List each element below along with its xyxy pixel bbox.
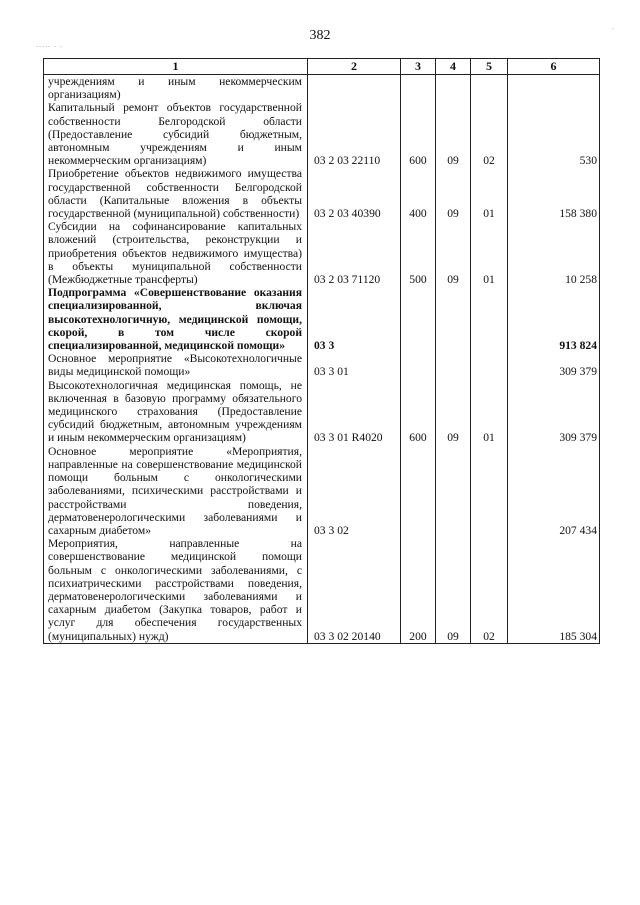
row-section-cell: 09 — [436, 220, 471, 286]
row-section-cell — [436, 352, 471, 378]
budget-table — [43, 58, 600, 644]
row-name-cell: Подпрограмма «Совершенствование оказания специализированной, включая высокотехнологичную, медицинской помощи, скорой, в том числе скорой специализированной, медицинской помощи» — [44, 286, 308, 352]
row-sum-cell — [508, 75, 600, 102]
table-row — [44, 352, 600, 378]
column-header: 4 — [436, 59, 471, 75]
row-subsection-cell: 01 — [471, 167, 508, 220]
row-section-cell — [436, 445, 471, 537]
column-header: 1 — [44, 59, 308, 75]
row-type-cell — [401, 352, 436, 378]
row-section-cell: 09 — [436, 167, 471, 220]
row-sum-cell: 913 824 — [508, 286, 600, 352]
row-code-cell: 03 3 02 20140 — [308, 537, 401, 643]
row-sum-cell: 10 258 — [508, 220, 600, 286]
table-row — [44, 101, 600, 167]
row-sum-cell: 158 380 — [508, 167, 600, 220]
row-sum-cell: 309 379 — [508, 379, 600, 445]
row-subsection-cell: 02 — [471, 101, 508, 167]
row-subsection-cell: 01 — [471, 220, 508, 286]
table-row — [44, 537, 600, 643]
row-code-cell: 03 3 — [308, 286, 401, 352]
row-section-cell — [436, 75, 471, 102]
row-code-cell: 03 2 03 71120 — [308, 220, 401, 286]
row-subsection-cell — [471, 75, 508, 102]
row-type-cell — [401, 286, 436, 352]
column-header: 3 — [401, 59, 436, 75]
row-type-cell — [401, 75, 436, 102]
table-row — [44, 75, 600, 102]
row-section-cell — [436, 286, 471, 352]
row-code-cell: 03 3 02 — [308, 445, 401, 537]
row-name-cell: Основное мероприятие «Высокотехнологичные виды медицинской помощи» — [44, 352, 308, 378]
row-name-cell: Капитальный ремонт объектов государственной собственности Белгородской области (Предоставление субсидий бюджетным, автономным учреждениям и иным некоммерческим организациям) — [44, 101, 308, 167]
table-row — [44, 286, 600, 352]
table-row — [44, 445, 600, 537]
row-code-cell: 03 2 03 22110 — [308, 101, 401, 167]
row-subsection-cell: 01 — [471, 379, 508, 445]
row-type-cell: 500 — [401, 220, 436, 286]
row-section-cell: 09 — [436, 379, 471, 445]
row-subsection-cell — [471, 352, 508, 378]
column-header: 2 — [308, 59, 401, 75]
row-name-cell: Приобретение объектов недвижимого имущества государственной собственности Белгородской области (Капитальные вложения в объекты государственной (муниципальной) собственности) — [44, 167, 308, 220]
row-name-cell: учреждениям и иным некоммерческим организациям) — [44, 75, 308, 102]
row-type-cell: 200 — [401, 537, 436, 643]
table-row — [44, 379, 600, 445]
row-code-cell: 03 3 01 R4020 — [308, 379, 401, 445]
row-name-cell: Субсидии на софинансирование капитальных вложений (строительства, реконструкции и приобретения объектов недвижимого имущества) в объекты муниципальной собственности (Межбюджетные трансферты) — [44, 220, 308, 286]
column-header: 6 — [508, 59, 600, 75]
row-section-cell: 09 — [436, 537, 471, 643]
row-sum-cell: 530 — [508, 101, 600, 167]
row-code-cell: 03 3 01 — [308, 352, 401, 378]
table-body — [44, 75, 600, 644]
row-section-cell: 09 — [436, 101, 471, 167]
row-code-cell: 03 2 03 40390 — [308, 167, 401, 220]
scan-mark: ..... . . — [36, 40, 63, 49]
row-type-cell: 600 — [401, 101, 436, 167]
row-subsection-cell — [471, 445, 508, 537]
row-sum-cell: 309 379 — [508, 352, 600, 378]
row-subsection-cell: 02 — [471, 537, 508, 643]
page-number: 382 — [309, 28, 331, 43]
row-name-cell: Высокотехнологичная медицинская помощь, не включенная в базовую программу обязательного медицинского страхования (Предоставление субсидий бюджетным, автономным учреждениям и иным некоммерческим организациям) — [44, 379, 308, 445]
row-type-cell: 600 — [401, 379, 436, 445]
scan-mark: . — [612, 22, 615, 31]
row-name-cell: Основное мероприятие «Мероприятия, направленные на совершенствование медицинской помощи больным с онкологическими заболеваниями, психическими расстройствами и расстройствами поведения, дерматовенерологическими заболеваниями и сахарным диабетом» — [44, 445, 308, 537]
row-code-cell — [308, 75, 401, 102]
row-sum-cell: 207 434 — [508, 445, 600, 537]
table-header-row — [44, 59, 600, 75]
column-header: 5 — [471, 59, 508, 75]
row-type-cell: 400 — [401, 167, 436, 220]
table-row — [44, 220, 600, 286]
row-subsection-cell — [471, 286, 508, 352]
table-row — [44, 167, 600, 220]
row-type-cell — [401, 445, 436, 537]
row-name-cell: Мероприятия, направленные на совершенствование медицинской помощи больным с онкологическими заболеваниями, с психиатрическими расстройствами поведения, дерматовенерологическими заболеваниями и сахарным диабетом (Закупка товаров, работ и услуг для обеспечения государственных (муниципальных) нужд) — [44, 537, 308, 643]
row-sum-cell: 185 304 — [508, 537, 600, 643]
